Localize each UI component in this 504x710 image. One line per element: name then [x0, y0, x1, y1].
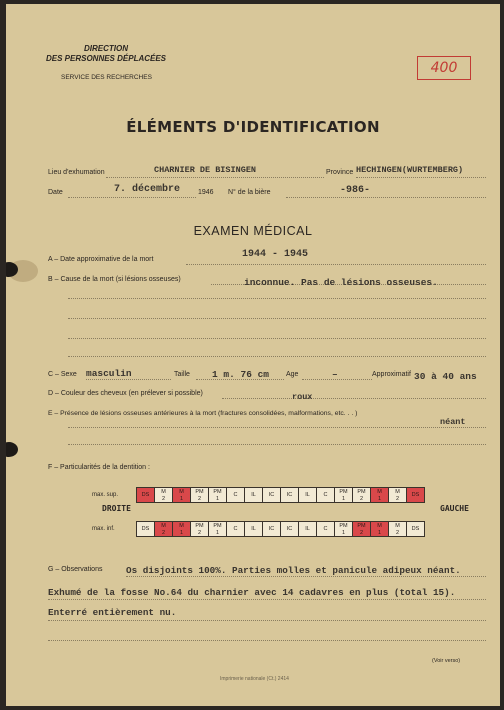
d-label: D – Couleur des cheveux (en prélever si possible): [48, 390, 203, 397]
identification-form: [6, 4, 500, 706]
form-title: ÉLÉMENTS D'IDENTIFICATION: [126, 118, 380, 136]
tooth-upper-6: [226, 487, 245, 503]
tooth-index: 1: [179, 530, 184, 536]
a-label: A – Date approximative de la mort: [48, 256, 154, 263]
tooth-label: PM: [339, 523, 348, 529]
tooth-upper-7: [244, 487, 263, 503]
tooth-upper-8: [262, 487, 281, 503]
tooth-label: M: [377, 489, 382, 495]
tooth-label: DS: [141, 526, 150, 532]
medical-heading: EXAMEN MÉDICAL: [193, 224, 313, 238]
tooth-lower-4: [190, 521, 209, 537]
a-value: 1944 - 1945: [242, 249, 309, 260]
tooth-label: PM: [213, 523, 222, 529]
tooth-label: DS: [141, 492, 150, 498]
tooth-index: 2: [161, 496, 166, 502]
b-line-2: [68, 298, 486, 299]
tooth-label: C: [233, 492, 238, 498]
tooth-label: M: [179, 523, 184, 529]
tooth-label: M: [179, 489, 184, 495]
printer-mark: Imprimerie nationale (Ct.) 2414: [220, 676, 289, 682]
date-label: Date: [48, 189, 63, 196]
c-approx-label: Approximatif: [372, 371, 411, 378]
tooth-lower-3: [172, 521, 191, 537]
tooth-upper-2: [154, 487, 173, 503]
tooth-label: IC: [286, 492, 293, 498]
tooth-index: 2: [161, 530, 166, 536]
tooth-lower-1: [136, 521, 155, 537]
gauche-label: GAUCHE: [440, 504, 469, 513]
tooth-label: IL: [251, 492, 256, 498]
tooth-lower-5: [208, 521, 227, 537]
date-value: 7. décembre: [114, 184, 181, 195]
tooth-upper-11: [316, 487, 335, 503]
tooth-label: PM: [195, 489, 204, 495]
c-age-label: Age: [286, 371, 299, 378]
tooth-label: DS: [411, 492, 420, 498]
tooth-upper-12: [334, 487, 353, 503]
tooth-index: 1: [377, 530, 382, 536]
tooth-index: 2: [395, 496, 400, 502]
tooth-label: DS: [411, 526, 420, 532]
tooth-label: M: [161, 523, 166, 529]
tooth-index: 1: [377, 496, 382, 502]
tooth-label: M: [161, 489, 166, 495]
tooth-index: 1: [341, 496, 346, 502]
tooth-upper-10: [298, 487, 317, 503]
tooth-label: M: [395, 489, 400, 495]
tooth-index: 1: [215, 496, 220, 502]
tooth-upper-1: [136, 487, 155, 503]
g-line-3: [48, 620, 486, 621]
date-line: [68, 197, 196, 198]
tooth-label: IL: [305, 526, 310, 532]
header-department: DES PERSONNES DÉPLACÉES: [45, 54, 167, 63]
tooth-index: 2: [395, 530, 400, 536]
tooth-label: PM: [357, 489, 366, 495]
tooth-upper-3: [172, 487, 191, 503]
c-sexe-line: [86, 379, 171, 380]
max-inf-label: max. inf.: [92, 526, 115, 532]
tooth-lower-11: [316, 521, 335, 537]
tooth-label: C: [233, 526, 238, 532]
tooth-upper-4: [190, 487, 209, 503]
tooth-index: 2: [359, 530, 364, 536]
tooth-upper-15: [388, 487, 407, 503]
punch-hole-bottom: [6, 442, 18, 457]
tooth-label: M: [377, 523, 382, 529]
tooth-label: IL: [305, 492, 310, 498]
tooth-lower-9: [280, 521, 299, 537]
obs-line-3: Enterré entièrement nu.: [48, 607, 177, 618]
g-label: G – Observations: [48, 566, 103, 573]
tooth-lower-14: [370, 521, 389, 537]
c-age-value: –: [332, 369, 338, 380]
tooth-index: 2: [197, 530, 202, 536]
tooth-lower-10: [298, 521, 317, 537]
b-line-3: [68, 318, 486, 319]
e-line-3: [68, 444, 486, 445]
tooth-index: 2: [359, 496, 364, 502]
a-line: [186, 264, 486, 265]
g-line-1: [126, 576, 486, 577]
c-sexe-value: masculin: [86, 368, 132, 379]
biere-label: N° de la bière: [228, 189, 271, 196]
tooth-label: IL: [251, 526, 256, 532]
g-line-4: [48, 640, 486, 641]
tooth-upper-5: [208, 487, 227, 503]
c-sexe-label: C – Sexe: [48, 371, 77, 378]
tooth-label: PM: [195, 523, 204, 529]
tooth-label: C: [323, 526, 328, 532]
b-line-5: [68, 356, 486, 357]
g-line-2: [48, 599, 486, 600]
tooth-index: 1: [341, 530, 346, 536]
province-line: [356, 177, 486, 178]
tooth-lower-8: [262, 521, 281, 537]
c-taille-label: Taille: [174, 371, 190, 378]
tooth-upper-13: [352, 487, 371, 503]
biere-value: -986-: [340, 185, 371, 196]
tooth-upper-14: [370, 487, 389, 503]
tooth-lower-12: [334, 521, 353, 537]
province-value: HECHINGEN(WURTEMBERG): [356, 165, 464, 175]
tooth-label: IC: [286, 526, 293, 532]
tooth-label: PM: [213, 489, 222, 495]
tooth-label: M: [395, 523, 400, 529]
tooth-index: 1: [215, 530, 220, 536]
tooth-lower-6: [226, 521, 245, 537]
tooth-label: IC: [268, 526, 275, 532]
file-number-stamp: 400: [417, 56, 471, 80]
d-value: roux: [292, 392, 313, 402]
voir-verso: (Voir verso): [432, 658, 461, 664]
tooth-label: C: [323, 492, 328, 498]
biere-line: [286, 197, 486, 198]
tooth-lower-2: [154, 521, 173, 537]
lieu-label: Lieu d'exhumation: [48, 169, 105, 176]
tooth-lower-7: [244, 521, 263, 537]
tooth-index: 2: [197, 496, 202, 502]
tooth-lower-15: [388, 521, 407, 537]
obs-line-2: Exhumé de la fosse No.64 du charnier avec 14 cadavres en plus (total 15).: [48, 587, 456, 598]
header-direction: DIRECTION: [84, 44, 128, 53]
b-label: B – Cause de la mort (si lésions osseuses): [48, 276, 181, 283]
date-year: 1946: [198, 189, 214, 196]
droite-label: DROITE: [102, 504, 131, 513]
f-label: F – Particularités de la dentition :: [48, 464, 150, 471]
tooth-upper-16: [406, 487, 425, 503]
lieu-line: [106, 177, 324, 178]
e-value: néant: [440, 417, 466, 427]
tooth-label: PM: [339, 489, 348, 495]
tooth-label: IC: [268, 492, 275, 498]
tooth-label: PM: [357, 523, 366, 529]
c-approx-value: 30 à 40 ans: [414, 371, 477, 382]
tooth-index: 1: [179, 496, 184, 502]
c-taille-value: 1 m. 76 cm: [212, 369, 270, 380]
b-value: inconnue. Pas de lésions osseuses.: [244, 277, 438, 288]
d-line: [222, 398, 486, 399]
tooth-lower-13: [352, 521, 371, 537]
province-label: Province: [326, 169, 354, 176]
c-taille-line: [196, 379, 284, 380]
tooth-upper-9: [280, 487, 299, 503]
max-sup-label: max. sup.: [92, 492, 119, 498]
e-label: E – Présence de lésions osseuses antérieures à la mort (fractures consolidées, malformations, etc. . . ): [48, 410, 358, 417]
tooth-lower-16: [406, 521, 425, 537]
lieu-value: CHARNIER DE BISINGEN: [154, 165, 257, 175]
e-line-2: [68, 427, 486, 428]
header-service: SERVICE DES RECHERCHES: [61, 74, 152, 81]
obs-line-1: Os disjoints 100%. Parties molles et panicule adipeux néant.: [126, 565, 461, 576]
c-age-line: [302, 379, 372, 380]
b-line-4: [68, 338, 486, 339]
